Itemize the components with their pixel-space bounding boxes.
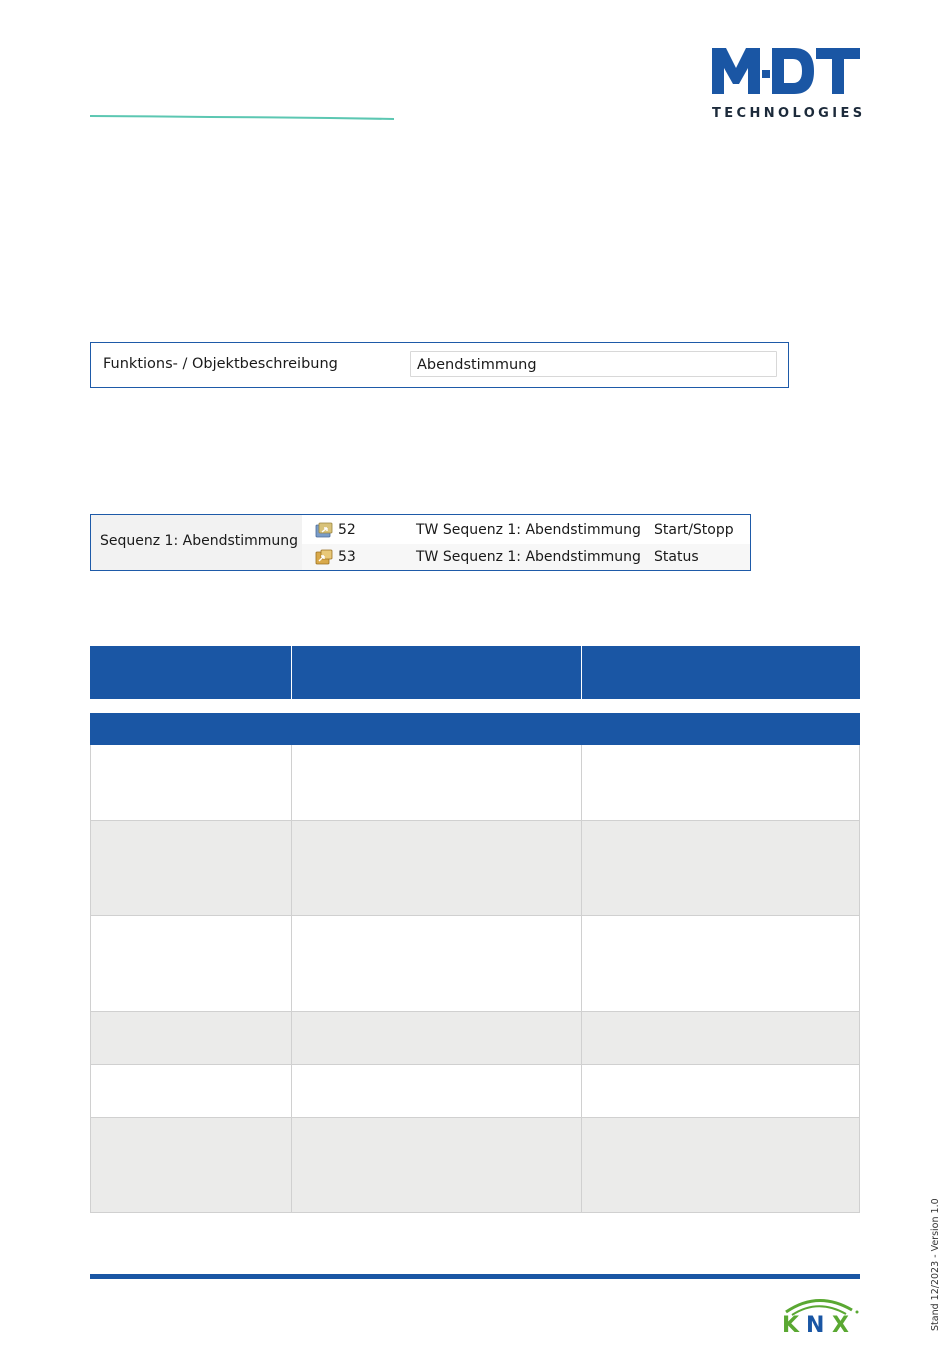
parameter-row — [90, 342, 789, 388]
table-cell — [292, 1012, 582, 1064]
svg-text:N: N — [806, 1313, 826, 1334]
parameter-label: Funktions- / Objektbeschreibung — [103, 356, 338, 372]
table-cell — [292, 745, 582, 820]
table-cell — [582, 745, 859, 820]
table-cell — [582, 1118, 859, 1212]
table-body — [90, 745, 860, 1213]
knx-logo — [780, 1296, 860, 1334]
table-cell — [582, 821, 859, 915]
table-row — [90, 1012, 860, 1065]
table-header — [90, 646, 860, 699]
table-cell — [91, 1012, 292, 1064]
mdt-logo — [710, 44, 866, 124]
table-cell — [91, 745, 292, 820]
table-cell — [292, 1065, 582, 1117]
logo-subtitle: TECHNOLOGIES — [712, 106, 866, 121]
object-group-cell — [91, 515, 302, 570]
footer-rule — [90, 1274, 860, 1279]
object-group-label: Sequenz 1: Abendstimmung — [100, 533, 299, 549]
svg-text:K: K — [782, 1313, 801, 1334]
table-row — [90, 1118, 860, 1213]
table-cell — [292, 916, 582, 1011]
header-divider — [291, 646, 292, 699]
table-row — [90, 916, 860, 1012]
table-row — [90, 1065, 860, 1118]
status-object-icon — [315, 549, 333, 565]
table-cell — [582, 1065, 859, 1117]
table-row — [90, 821, 860, 916]
object-function: Start/Stopp — [654, 522, 734, 538]
table-cell — [91, 1118, 292, 1212]
description-input[interactable]: Abendstimmung — [410, 351, 777, 377]
mdt-logo-mark — [710, 44, 862, 96]
table-row — [90, 745, 860, 821]
table-cell — [91, 916, 292, 1011]
table-cell — [91, 1065, 292, 1117]
table-cell — [582, 1012, 859, 1064]
svg-text:X: X — [832, 1313, 850, 1334]
communication-object-icon — [315, 522, 333, 538]
version-stamp: Stand 12/2023 - Version 1.0 — [930, 1198, 941, 1331]
table-cell — [582, 916, 859, 1011]
object-function: Status — [654, 549, 699, 565]
table-group-row — [90, 713, 860, 745]
object-row[interactable] — [302, 544, 750, 570]
object-name: TW Sequenz 1: Abendstimmung — [416, 522, 641, 538]
table-cell — [292, 1118, 582, 1212]
object-number: 52 — [338, 522, 356, 538]
decorative-accent-line — [90, 114, 394, 120]
object-row[interactable] — [302, 517, 750, 543]
communication-objects-panel — [90, 514, 751, 571]
object-number: 53 — [338, 549, 356, 565]
object-name: TW Sequenz 1: Abendstimmung — [416, 549, 641, 565]
table-cell — [292, 821, 582, 915]
header-divider — [581, 646, 582, 699]
table-cell — [91, 821, 292, 915]
